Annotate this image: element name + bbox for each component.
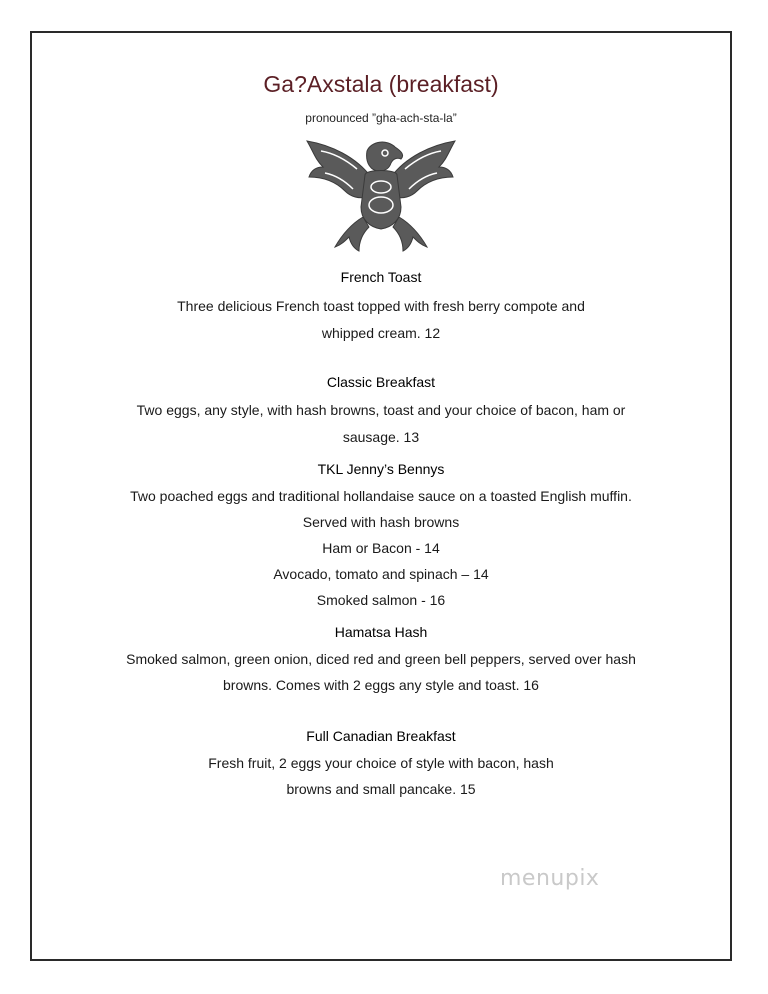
item-desc-line: sausage. 13: [342, 429, 420, 445]
item-desc-line: Smoked salmon, green onion, diced red and green bell peppers, served over hash: [126, 651, 636, 667]
thunderbird-icon: [301, 137, 461, 257]
item-desc-line: whipped cream. 12: [321, 325, 441, 341]
item-title-french-toast: French Toast: [340, 269, 422, 285]
item-option-line: Smoked salmon - 16: [316, 592, 446, 608]
menu-page: [30, 31, 732, 961]
item-title-classic-breakfast: Classic Breakfast: [326, 374, 436, 390]
item-desc-line: Fresh fruit, 2 eggs your choice of style with bacon, hash: [208, 755, 554, 771]
pronunciation: pronounced ”gha-ach-sta-la”: [305, 111, 457, 125]
item-title-full-canadian-breakfast: Full Canadian Breakfast: [306, 728, 456, 744]
item-title-hamatsa-hash: Hamatsa Hash: [334, 624, 428, 640]
item-title-tkl-jennys-bennys: TKL Jenny’s Bennys: [317, 461, 445, 477]
item-desc-line: Two poached eggs and traditional hollandaise sauce on a toasted English muffin.: [130, 488, 632, 504]
item-option-line: Avocado, tomato and spinach – 14: [273, 566, 489, 582]
item-option-line: Ham or Bacon - 14: [322, 540, 440, 556]
menu-title: Ga?Axstala (breakfast): [263, 71, 499, 97]
watermark: menupix: [500, 866, 600, 891]
item-desc-line: Three delicious French toast topped with fresh berry compote and: [177, 298, 585, 314]
item-desc-line: Two eggs, any style, with hash browns, toast and your choice of bacon, ham or: [136, 402, 626, 418]
item-desc-line: browns and small pancake. 15: [286, 781, 476, 797]
item-desc-line: Served with hash browns: [302, 514, 460, 530]
item-desc-line: browns. Comes with 2 eggs any style and toast. 16: [223, 677, 539, 693]
